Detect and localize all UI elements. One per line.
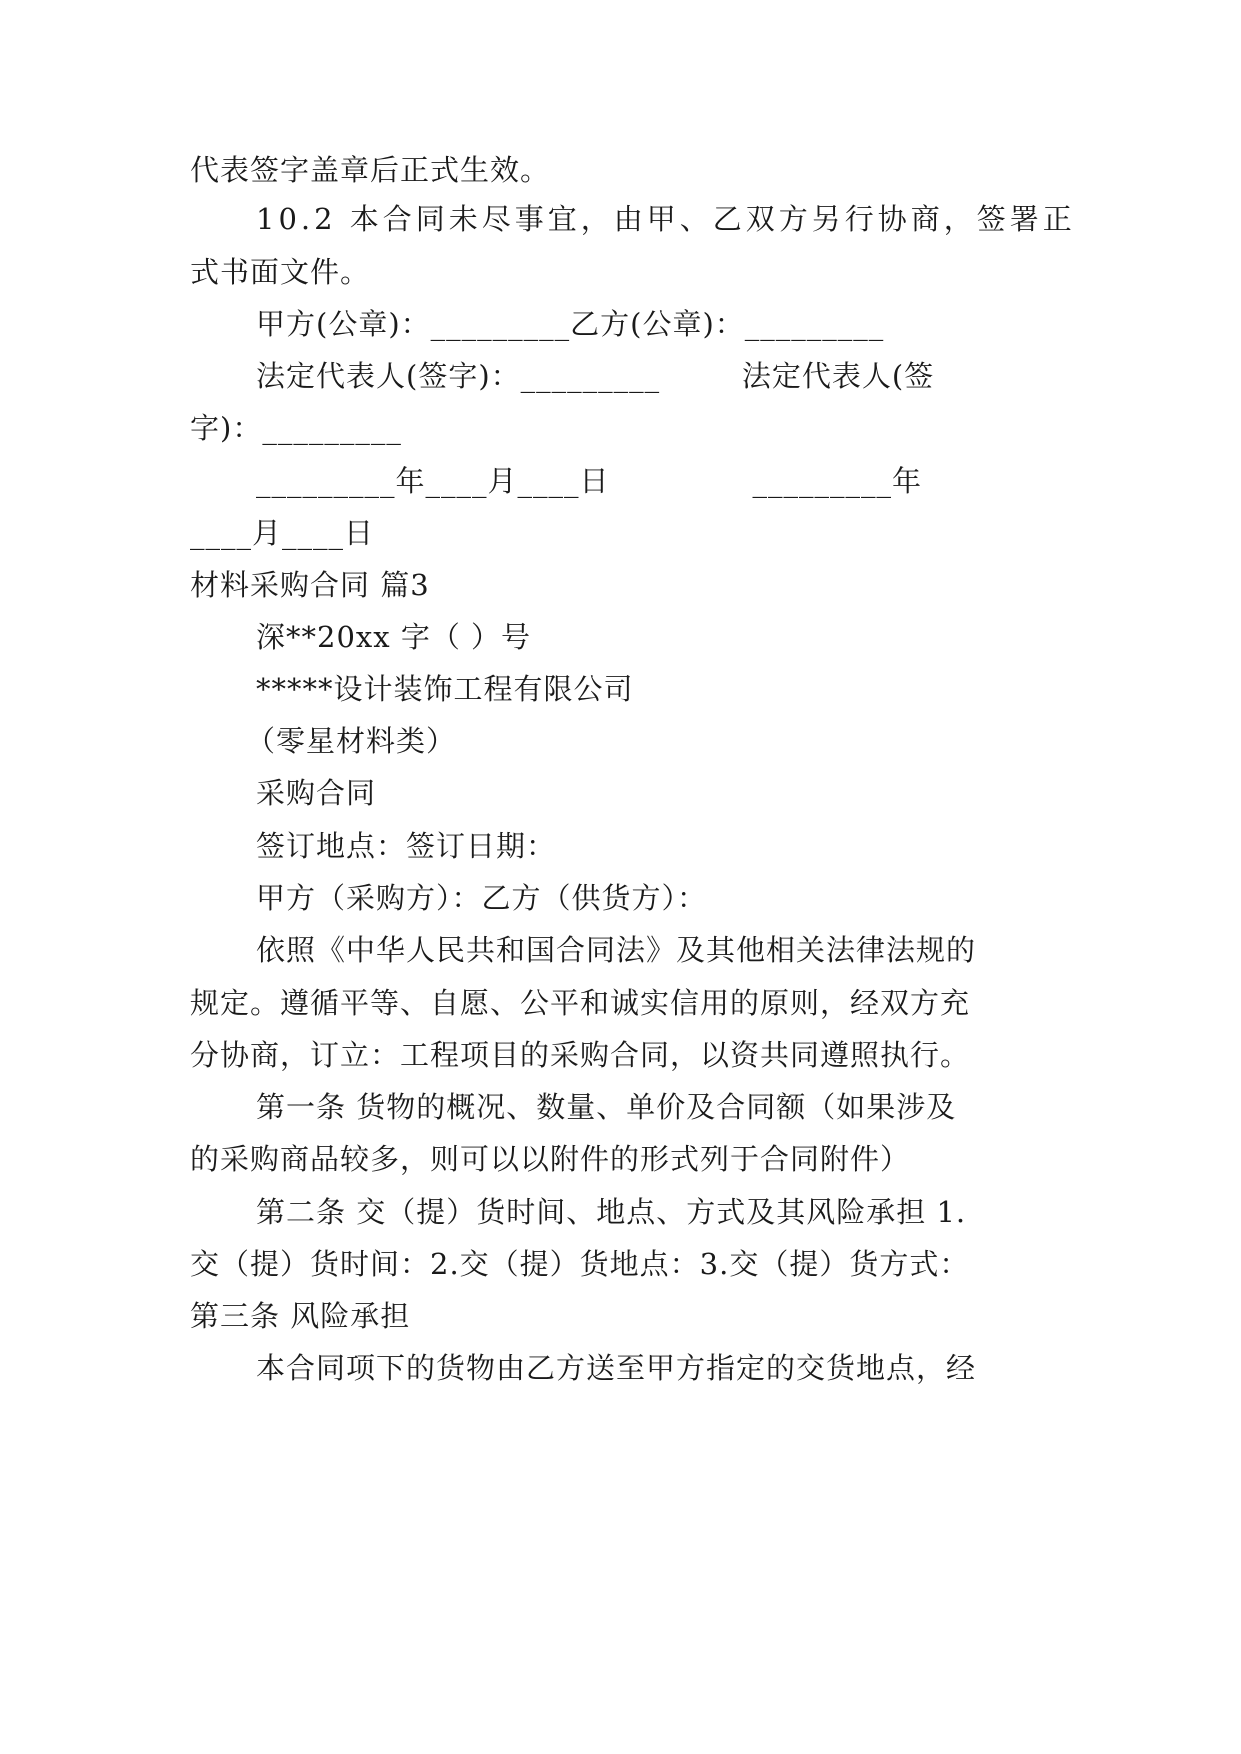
contract-number: 深**20xx 字（ ）号 (256, 620, 532, 654)
article-3-heading: 第三条 风险承担 (190, 1299, 411, 1333)
text-line-1: 代表签字盖章后正式生效。 (190, 153, 551, 187)
date-line: _________年____月____日 _________年 (256, 464, 923, 498)
text-line-2: 10.2 本合同未尽事宜，由甲、乙双方另行协商，签署正 (256, 202, 1076, 236)
contract-title: 采购合同 (256, 776, 377, 810)
text-line-3: 式书面文件。 (190, 255, 371, 289)
signature-line-representatives-cont: 字)：_________ (190, 411, 402, 445)
article-2-line-1: 第二条 交（提）货时间、地点、方式及其风险承担 1. (256, 1195, 967, 1229)
article-3-line-1: 本合同项下的货物由乙方送至甲方指定的交货地点，经 (256, 1351, 977, 1385)
signing-place-date: 签订地点：签订日期： (256, 829, 557, 863)
paragraph-intro-1: 依照《中华人民共和国合同法》及其他相关法律法规的 (256, 933, 977, 967)
article-2-line-2: 交（提）货时间：2.交（提）货地点：3.交（提）货方式： (190, 1247, 970, 1281)
signature-line-seals: 甲方(公章)：_________乙方(公章)：_________ (256, 307, 885, 341)
article-1-line-1: 第一条 货物的概况、数量、单价及合同额（如果涉及 (256, 1090, 957, 1124)
section-heading: 材料采购合同 篇3 (190, 568, 430, 602)
company-name: *****设计装饰工程有限公司 (256, 672, 634, 706)
parties-line: 甲方（采购方）：乙方（供货方）： (256, 881, 708, 915)
paragraph-intro-3: 分协商，订立：工程项目的采购合同，以资共同遵照执行。 (190, 1038, 971, 1072)
article-1-line-2: 的采购商品较多，则可以以附件的形式列于合同附件） (190, 1142, 911, 1176)
paragraph-intro-2: 规定。遵循平等、自愿、公平和诚实信用的原则，经双方充 (190, 986, 971, 1020)
signature-line-representatives: 法定代表人(签字)：_________ 法定代表人(签 (256, 359, 935, 393)
date-line-cont: ____月____日 (190, 516, 375, 550)
contract-category: （零星材料类） (246, 724, 457, 758)
